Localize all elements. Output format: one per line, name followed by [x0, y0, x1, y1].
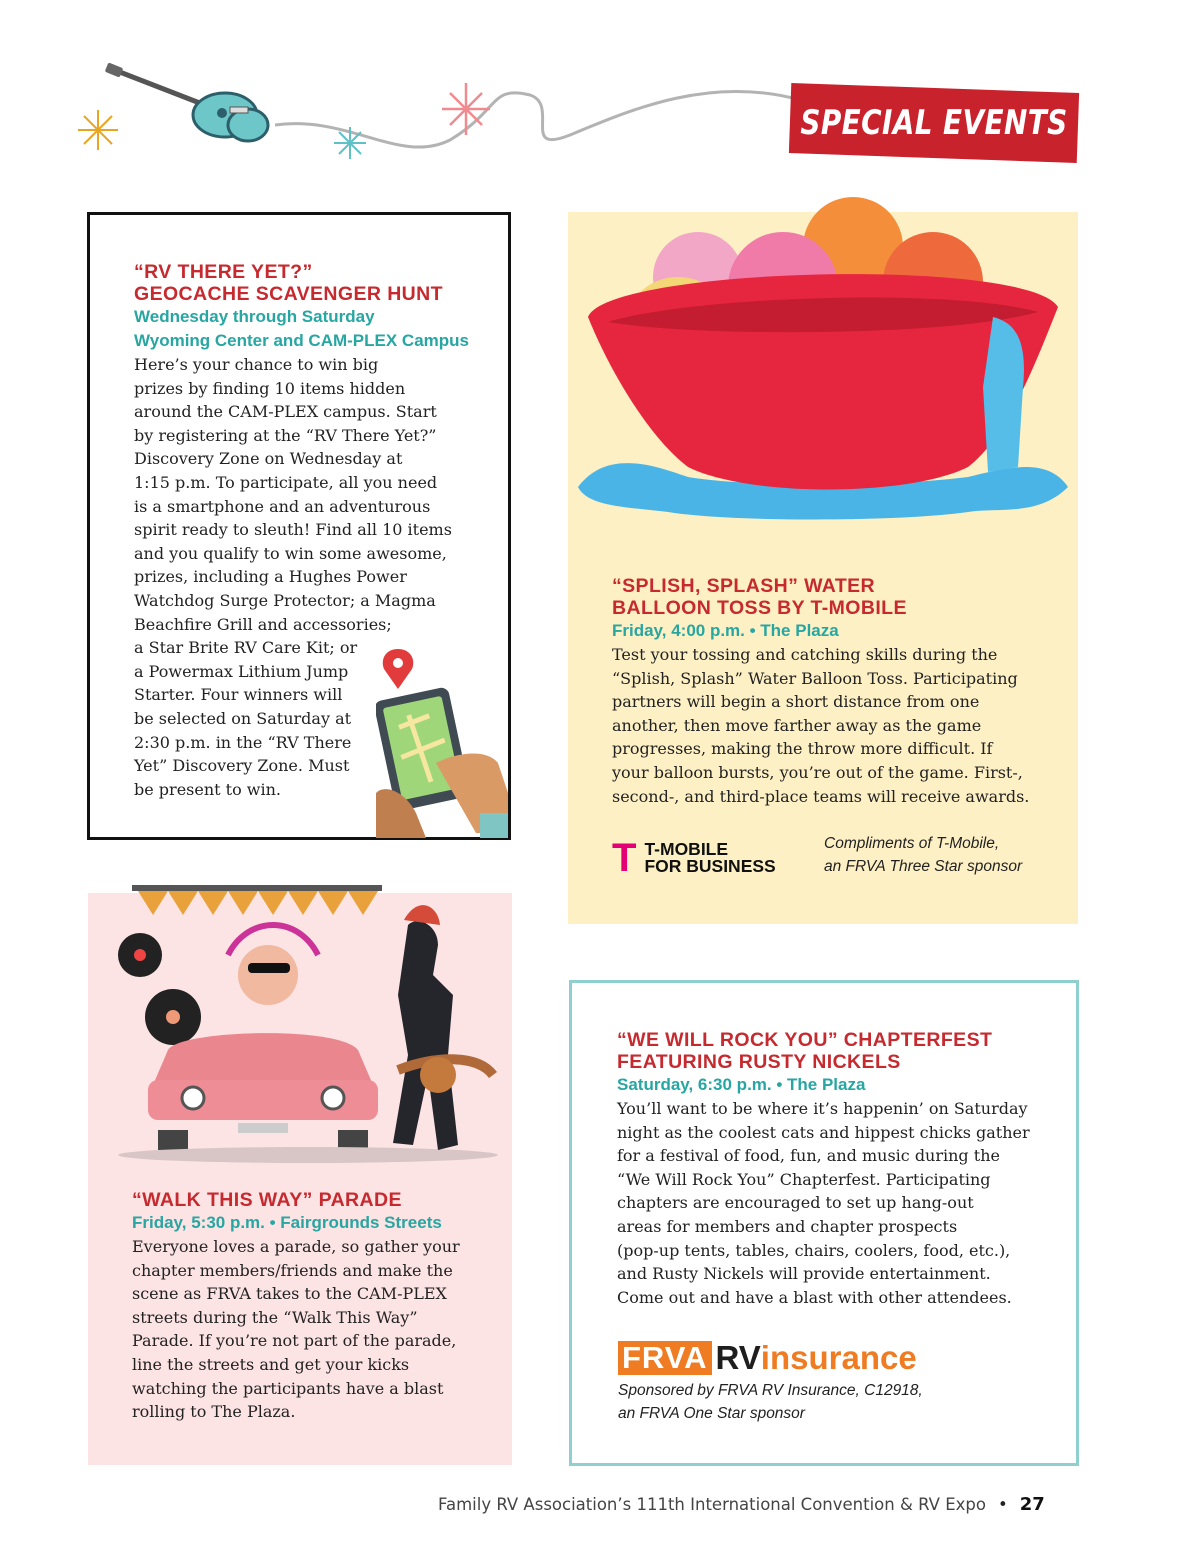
logo-line: T-MOBILE: [644, 839, 729, 859]
t-mobile-t-icon: T: [612, 836, 637, 880]
text-line: line the streets and get your kicks: [132, 1354, 410, 1374]
text-line: be selected on Saturday at: [134, 708, 352, 728]
parade-car-illustration: [108, 885, 508, 1170]
special-events-banner: [789, 83, 1079, 163]
banner-label: SPECIAL EVENTS: [800, 103, 1068, 144]
chapterfest-event-card: [569, 980, 1079, 1466]
text-line: 1:15 p.m. To participate, all you need: [134, 472, 438, 492]
event-title: [612, 575, 1072, 619]
event-when: Wednesday through Saturday: [134, 307, 375, 326]
text-line: progresses, making the throw more difficult. If: [612, 739, 993, 759]
frva-mark: FRVA: [618, 1341, 712, 1375]
text-line: prizes, including a Hughes Power: [134, 567, 407, 587]
text-line: spirit ready to sleuth! Find all 10 items: [134, 520, 452, 540]
text-line: second-, and third-place teams will receive awards.: [612, 786, 1030, 806]
text-line: is a smartphone and an adventurous: [134, 496, 431, 516]
text-line: Parade. If you’re not part of the parade,: [132, 1331, 457, 1351]
text-line: Yet” Discovery Zone. Must: [134, 756, 350, 776]
logo-rv: RV: [715, 1339, 761, 1376]
text-line: Starter. Four winners will: [134, 685, 343, 705]
credit-line: Compliments of T-Mobile,: [824, 835, 1000, 852]
text-line: watching the participants have a blast: [132, 1378, 444, 1398]
text-line: by registering at the “RV There Yet?”: [134, 425, 437, 445]
title-line: “RV THERE YET?”: [134, 261, 313, 283]
sponsor-credit: [824, 832, 1022, 878]
text-line: Beachfire Grill and accessories;: [134, 614, 392, 634]
text-line: chapter members/friends and make the: [132, 1260, 453, 1280]
page-footer: [438, 1494, 1138, 1520]
starburst-icon: [442, 83, 490, 135]
phone-map-illustration: [376, 643, 508, 838]
text-line: your balloon bursts, you’re out of the game. First-,: [612, 762, 1023, 782]
text-line: another, then move farther away as the game: [612, 715, 982, 735]
text-line: rolling to The Plaza.: [132, 1402, 296, 1422]
text-line: Watchdog Surge Protector; a Magma: [134, 590, 436, 610]
text-line: partners will begin a short distance from one: [612, 692, 980, 712]
text-line: Everyone loves a parade, so gather your: [132, 1237, 460, 1256]
text-line: a Powermax Lithium Jump: [134, 661, 349, 681]
text-line: (pop-up tents, tables, chairs, coolers, food, etc.),: [617, 1240, 1011, 1260]
event-when-where: Saturday, 6:30 p.m. • The Plaza: [617, 1075, 866, 1094]
event-when-where: Friday, 4:00 p.m. • The Plaza: [612, 621, 839, 640]
text-line: for a festival of food, fun, and music during the: [617, 1146, 1000, 1166]
t-mobile-for-business-logo: [612, 836, 776, 880]
credit-line: an FRVA Three Star sponsor: [824, 858, 1023, 875]
event-title: “WALK THIS WAY” PARADE: [132, 1189, 402, 1211]
map-pin-icon: [383, 649, 413, 689]
t-mobile-wordmark: [644, 841, 775, 875]
title-line: FEATURING RUSTY NICKELS: [617, 1051, 901, 1073]
text-line: Come out and have a blast with other attendees.: [617, 1287, 1012, 1307]
footer-text: Family RV Association’s 111th International Convention & RV Expo: [438, 1495, 986, 1514]
text-line: night as the coolest cats and hippest chicks gather: [617, 1122, 1030, 1142]
credit-line: Sponsored by FRVA RV Insurance, C12918,: [618, 1382, 923, 1399]
event-description: [132, 1235, 502, 1424]
text-line: Here’s your chance to win big: [134, 355, 379, 374]
text-line: Test your tossing and catching skills during the: [612, 645, 998, 664]
geocache-event-card: [87, 212, 511, 840]
title-line: BALLOON TOSS BY T-MOBILE: [612, 597, 907, 619]
title-line: “SPLISH, SPLASH” WATER: [612, 575, 876, 597]
text-line: Discovery Zone on Wednesday at: [134, 449, 403, 469]
starburst-icon: [78, 110, 118, 150]
event-where: Wyoming Center and CAM-PLEX Campus: [134, 331, 469, 350]
sponsor-credit: [618, 1379, 923, 1425]
event-description: [617, 1097, 1072, 1309]
text-line: “Splish, Splash” Water Balloon Toss. Participating: [612, 668, 1018, 688]
page-number: 27: [1019, 1494, 1045, 1515]
title-line: “WE WILL ROCK YOU” CHAPTERFEST: [617, 1029, 993, 1051]
text-line: and Rusty Nickels will provide entertainment.: [617, 1264, 991, 1284]
text-line: 2:30 p.m. in the “RV There: [134, 732, 352, 752]
title-line: GEOCACHE SCAVENGER HUNT: [134, 283, 443, 305]
footer-bullet: •: [997, 1495, 1008, 1514]
logo-line: FOR BUSINESS: [644, 856, 776, 876]
text-line: around the CAM-PLEX campus. Start: [134, 402, 437, 422]
text-line: You’ll want to be where it’s happenin’ on Saturday: [617, 1099, 1028, 1118]
logo-insurance: insurance: [760, 1339, 917, 1376]
parade-event-card: [88, 893, 512, 1465]
text-line: chapters are encouraged to set up hang-out: [617, 1193, 974, 1213]
event-title: [134, 261, 504, 305]
header-decoration: [70, 55, 830, 175]
bowl-of-balloons-illustration: [568, 187, 1078, 532]
text-line: a Star Brite RV Care Kit; or: [134, 638, 358, 658]
event-when-where: Friday, 5:30 p.m. • Fairgrounds Streets: [132, 1213, 442, 1232]
text-line: scene as FRVA takes to the CAM-PLEX: [132, 1284, 447, 1304]
starburst-icon: [334, 127, 366, 159]
guitar-icon: [105, 62, 268, 141]
balloon-toss-event-card: [568, 212, 1078, 924]
event-title: [617, 1029, 1072, 1073]
text-line: and you qualify to win some awesome,: [134, 543, 447, 563]
event-description: [612, 643, 1072, 808]
frva-rv-insurance-logo: [618, 1339, 917, 1377]
text-line: prizes by finding 10 items hidden: [134, 378, 406, 398]
credit-line: an FRVA One Star sponsor: [618, 1405, 805, 1422]
text-line: “We Will Rock You” Chapterfest. Participating: [617, 1169, 991, 1189]
text-line: be present to win.: [134, 779, 282, 799]
text-line: areas for members and chapter prospects: [617, 1216, 958, 1236]
text-line: streets during the “Walk This Way”: [132, 1307, 418, 1327]
